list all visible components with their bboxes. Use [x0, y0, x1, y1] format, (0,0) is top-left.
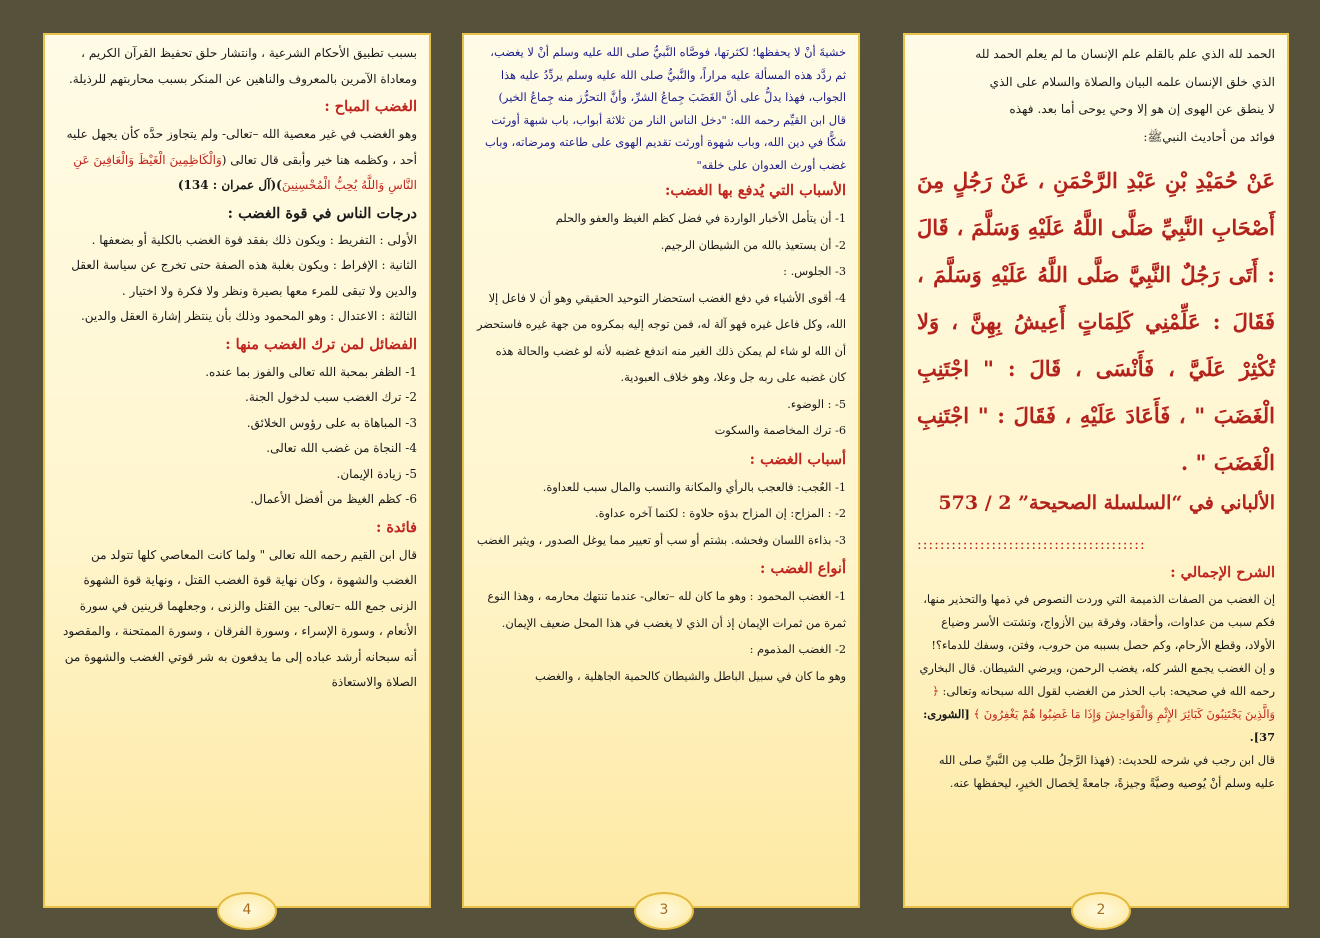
summary-paragraph-3: قال ابن رجب في شرحه للحديث: (فهذا الرَّجلُ طلب مِن النَّبيِّ صلى الله عليه وسلم أنْ يُوصيه وصيَّةً وجيزةً، جامعةً لِخصال الخيرِ، ليحفظها عنه. [938, 753, 1275, 790]
summary-paragraph-2-text: و إن الغضب يجمع الشر كله، يغضب الرحمن، ويرضي الشيطان. قال البخاري رحمه الله في صحيحه: باب الحذر من الغضب لقول الله سبحانه وتعالى: [919, 661, 1275, 698]
quran-verse: وَالْكَاظِمِينَ الْغَيْظَ وَالْعَافِينَ عَنِ النَّاسِ وَاللَّهُ يُحِبُّ الْمُحْسِنِينَ [73, 152, 417, 192]
page-3-panel [462, 33, 860, 908]
section-heading-types: أنواع الغضب : [760, 560, 846, 577]
permissible-anger-paragraph [57, 122, 417, 199]
section-heading-summary: الشرح الإجمالي : [1170, 564, 1275, 581]
intro-line-1: الحمد لله الذي علم بالقلم علم الإنسان ما لم يعلم الحمد لله [975, 47, 1275, 61]
degree-item-1: الأولى : التفريط : ويكون ذلك بفقد قوة الغضب بالكلية أو بضعفها . [91, 232, 417, 247]
cause-item-6: 6- ترك المخاصمة والسكوت [714, 424, 846, 437]
permissible-anger-text: وهو الغضب في غير معصية الله –تعالى- ولم يتجاوز حدَّه كأن يجهل عليه أحد ، وكظمه هنا خير وأبقى قال تعالى ( [66, 127, 417, 167]
virtue-item-6: 6- كظم الغيظ من أفضل الأعمال. [250, 492, 417, 506]
intro-line-2: الذي خلق الإنسان علمه البيان والصلاة والسلام على الذي [989, 74, 1275, 89]
virtue-item-2: 2- ترك الغضب سبب لدخول الجنة. [245, 390, 417, 404]
page-4-panel [43, 33, 431, 908]
reason-item-3: 3- بذاءة اللسان وفحشه. بشتم أو سب أو تعيير مما يوغل الصدور ، ويثير الغضب [476, 533, 846, 547]
continuation-paragraph: بسبب تطبيق الأحكام الشرعية ، وانتشار حلق تحفيظ القرآن الكريم ، ومعاداة الآمرين بالمعروف والناهين عن المنكر بسبب محاربتهم للرذيلة. [68, 46, 417, 86]
section-heading-reasons: أسباب الغضب : [749, 450, 846, 468]
virtue-item-4: 4- النجاة من غضب الله تعالى. [266, 441, 417, 455]
section-heading-degrees: درجات الناس في قوة الغضب : [227, 204, 417, 222]
page-2-panel [903, 33, 1289, 908]
intro-line-4: فوائد من أحاديث النبيﷺ: [1143, 129, 1275, 144]
cause-item-2: 2- أن يستعيذ بالله من الشيطان الرجيم. [660, 238, 846, 252]
dotted-divider: :::::::::::::::::::::::::::::::::::::::: [917, 537, 1146, 553]
hadith-text: عَنْ حُمَيْدِ بْنِ عَبْدِ الرَّحْمَنِ ، عَنْ رَجُلٍ مِنَ أَصْحَابِ النَّبِيِّ صَلَّى اللَّهُ عَلَيْهِ وَسَلَّمَ ، قَالَ : أَتَى رَجُلٌ النَّبِيَّ صَلَّى اللَّهُ عَلَيْهِ وَسَلَّمَ ، فَقَالَ : عَلِّمْنِي كَلِمَاتٍ أَعِيشُ بِهِنَّ ، وَلا تُكْثِرْ عَلَيَّ ، فَأَنْسَى ، قَالَ : " اجْتَنِبِ الْغَضَبَ " ، فَأَعَادَ عَلَيْهِ ، فَقَالَ : " اجْتَنِبِ الْغَضَبَ " . [917, 168, 1275, 475]
page-number-2: 2 [1071, 892, 1131, 930]
verse-reference: )(آل عمران : 134) [177, 178, 282, 192]
section-heading-benefit: فائدة : [376, 518, 417, 536]
page-number-4: 4 [217, 892, 277, 930]
reason-item-2: 2- : المزاح: إن المزاح بدؤه حلاوة : لكنما آخره عداوة. [595, 507, 846, 520]
cause-item-4: 4- أقوى الأشياء في دفع الغضب استحضار التوحيد الحقيقي وهو أن لا فاعل إلا الله، وكل فاعل غيره فهو آلة له، فمن توجه إليه بمكروه من جهة غيره فاستحضر أن الله لو شاء لم يمكن ذلك الغير منه اندفع غضبه لأنه لو غضب والحالة هذه كان غضبه على ربه جل وعلا، وهو خلاف العبودية. [476, 291, 846, 384]
type-item-2-title: 2- الغضب المذموم : [749, 643, 846, 656]
cause-item-3: 3- الجلوس. : [783, 265, 846, 278]
reason-item-1: 1- العُجب: فالعجب بالرأي والمكانة والنسب والمال سبب للعداوة. [542, 480, 846, 494]
virtue-item-1: 1- الظفر بمحبة الله تعالى والفوز بما عنده. [205, 364, 417, 379]
verse-reference: [الشورى: 37]. [923, 707, 1275, 744]
virtue-item-3: 3- المباهاة به على رؤوس الخلائق. [246, 415, 417, 430]
section-heading-virtues: الفضائل لمن ترك الغضب منها : [225, 335, 417, 353]
virtue-item-5: 5- زيادة الإيمان. [336, 466, 417, 481]
cause-item-1: 1- أن يتأمل الأخبار الواردة في فضل كظم الغيظ والعفو والحلم [555, 212, 846, 225]
cause-item-5: 5- : الوضوء. [787, 397, 846, 411]
intro-line-3: لا ينطق عن الهوى إن هو إلا وحي يوحى أما بعد. فهذه [1009, 102, 1275, 116]
type-item-1: 1- الغضب المحمود : وهو ما كان لله –تعالى- عندما تنتهك محارمه ، وهذا النوع ثمرة من ثمرات الإيمان إذ أن الذي لا يغضب في هذا المحل ضعيف الإيمان. [487, 590, 846, 630]
type-item-2: وهو ما كان في سبيل الباطل والشيطان كالحمية الجاهلية ، والغضب [535, 669, 846, 683]
quran-verse: ﴿ وَالَّذِينَ يَجْتَنِبُونَ كَبَائِرَ الإِثْمِ وَالْفَوَاحِشَ وَإِذَا مَا غَضِبُوا هُمْ يَغْفِرُونَ ﴾ [932, 684, 1275, 721]
summary-paragraph-2 [917, 657, 1275, 749]
hadith-source: الألباني في “السلسلة الصحيحة” 2 / 573 [938, 492, 1275, 514]
degree-item-3: الثالثة : الاعتدال : وهو المحمود وذلك بأن ينتظر إشارة العقل والدين. [80, 309, 417, 323]
page-number-3: 3 [634, 892, 694, 930]
summary-paragraph-1: إن الغضب من الصفات الذميمة التي وردت النصوص في ذمها والتحذير منها، فكم سبب من عداوات، وأحقاد، وفرقة بين الأزواج، وتشتت الأسر وضياع الأولاد، وقطع الأرحام، وكم حصل بسببه من حروب، وفتن، وسفك للدماء؟! [923, 592, 1275, 652]
continuation-paragraph: خشيةَ أنْ لا يحفظها؛ لكثرتها، فوصَّاه النَّبيُّ صلى الله عليه وسلم أنْ لا يغضب، ثم ردَّد هذه المسألة عليه مراراً، والنَّبيُّ صلى الله عليه وسلم يردِّدُ عليه هذا الجواب، فهذا يدلُّ على أنَّ الغَضَبَ جِماعُ الشرِّ، وأنَّ التحرُّز منه جِماعُ الخير) [490, 45, 846, 104]
benefit-paragraph: قال ابن القيم رحمه الله تعالى " ولما كانت المعاصي كلها تتولد من الغضب والشهوة ، وكان نهاية قوة الغضب القتل ، ونهاية قوة الشهوة الزنى جمع الله –تعالى- بين القتل والزنى ، وجعلهما قرينين في سورة الأنعام ، وسورة الإسراء ، وسورة الفرقان ، وسورة الممتحنة ، والمقصود أنه سبحانه أرشد عباده إلى ما يدفعون به شر قوتي الغضب والشهوة من الصلاة والاستعاذة [63, 547, 417, 689]
section-heading-repelling: الأسباب التي يُدفع بها الغضب: [664, 182, 846, 199]
degree-item-2: الثانية : الإفراط : ويكون بغلبة هذه الصفة حتى تخرج عن سياسة العقل والدين ولا تبقى للمرء معها بصيرة ونظر ولا فكرة ولا اختيار . [71, 258, 417, 298]
ibn-qayyim-quote: قال ابن القيِّم رحمه الله: "دخل الناس النار من ثلاثة أبواب، باب شبهة أورثت شكًّا في دين الله، وباب شهوة أورثت تقديم الهوى على طاعته ومرضاته، وباب غضب أورث العدوان على خلقه" [485, 112, 846, 172]
section-heading-permissible: الغضب المباح : [324, 98, 417, 115]
